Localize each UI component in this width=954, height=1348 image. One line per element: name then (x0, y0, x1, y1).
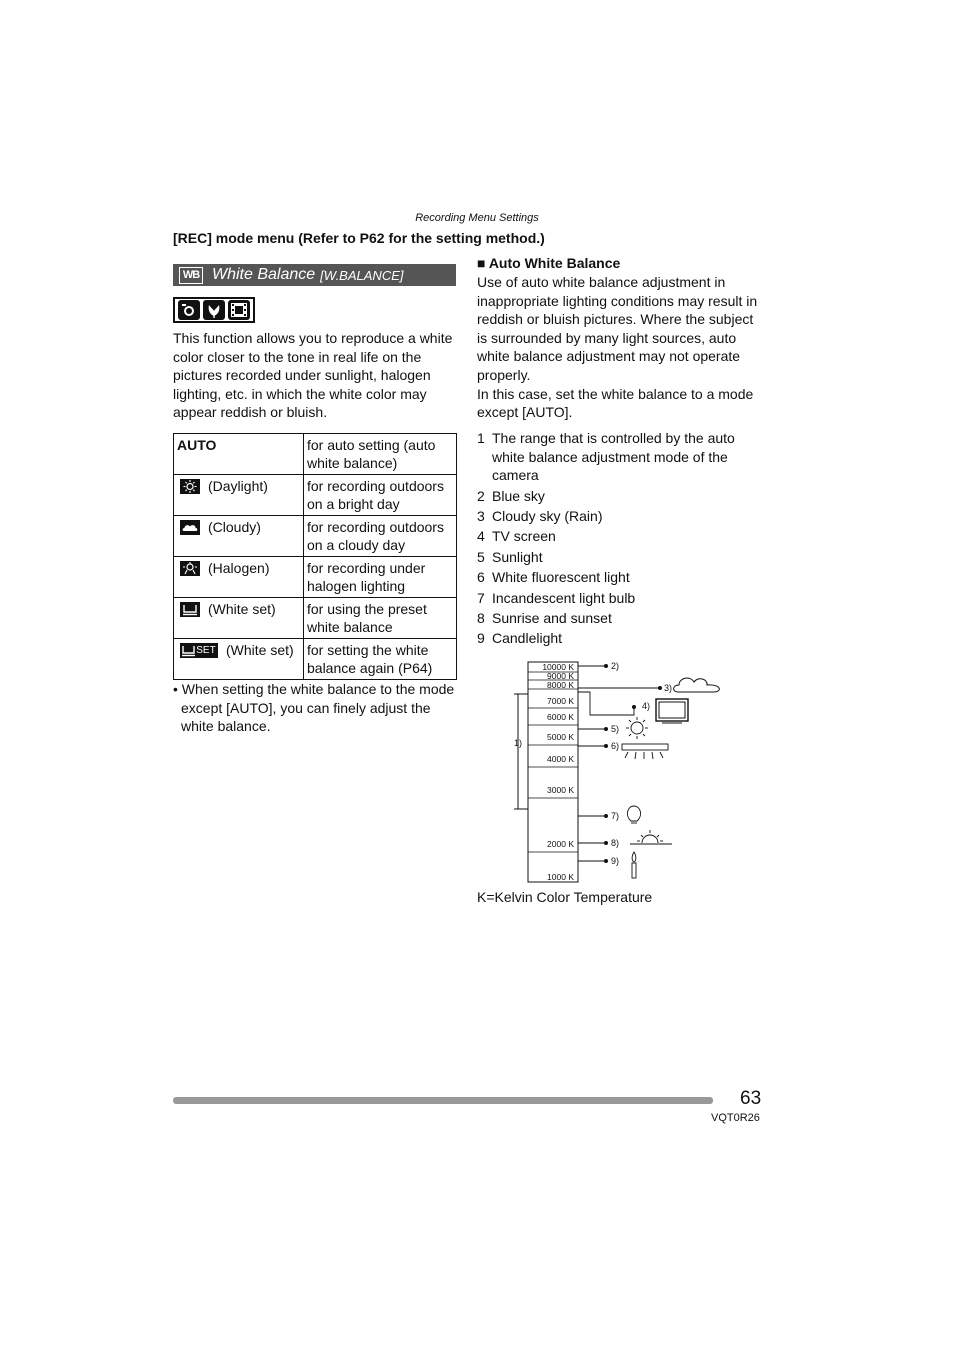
scale-label: 3000 K (547, 785, 574, 795)
legend-number: 8 (477, 609, 485, 626)
scale-column (528, 662, 578, 882)
marker-label: 4) (642, 701, 651, 711)
table-row (174, 639, 457, 680)
auto-white-balance-heading: ■ Auto White Balance (477, 255, 621, 271)
cloud-icon (180, 520, 200, 535)
mode-label: (Cloudy) (208, 519, 261, 535)
scale-label: 9000 K (547, 671, 574, 681)
running-header: Recording Menu Settings (415, 212, 539, 224)
legend-item (477, 527, 767, 546)
legend-number: 7 (477, 589, 485, 606)
range-label: 1) (514, 738, 523, 748)
mode-label: AUTO (177, 437, 217, 453)
legend-number: 4 (477, 528, 485, 545)
mode-label: (White set) (226, 642, 294, 658)
marker-label: 3) (664, 683, 673, 693)
mode-label: (White set) (208, 601, 276, 617)
legend-item (477, 507, 767, 526)
legend-item (477, 609, 767, 628)
section-title-bar (173, 264, 456, 286)
table-row (174, 475, 457, 516)
halogen-icon (180, 561, 200, 576)
set-icon-text: SET (196, 645, 216, 656)
sunset-icon (630, 830, 672, 844)
color-temperature-diagram (510, 656, 730, 886)
marker-dot (632, 705, 636, 709)
legend-item (477, 548, 767, 567)
leader-line (578, 692, 634, 715)
table-cell: for setting the white balance again (P64) (304, 639, 457, 680)
white-set-icon (180, 602, 200, 617)
legend-text: Sunlight (492, 548, 543, 565)
legend-item (477, 629, 767, 648)
legend-number: 3 (477, 507, 485, 524)
marker-label: 8) (611, 838, 620, 848)
fluorescent-light-icon (622, 744, 668, 759)
sun-icon (180, 479, 200, 494)
table-cell (174, 516, 304, 557)
footer-bar (173, 1097, 713, 1104)
marker-label: 9) (611, 856, 620, 866)
table-cell (174, 598, 304, 639)
table-row (174, 434, 457, 475)
light-bulb-icon (627, 806, 640, 823)
legend-text: TV screen (492, 528, 556, 545)
tv-icon (656, 699, 688, 723)
table-cell: for recording outdoors on a bright day (304, 475, 457, 516)
auto-range-bracket (514, 694, 528, 809)
marker-dot (604, 727, 608, 731)
scale-label: 4000 K (547, 754, 574, 764)
marker-dot (604, 841, 608, 845)
applicable-modes (173, 297, 255, 323)
scale-label: 8000 K (547, 680, 574, 690)
table-row (174, 598, 457, 639)
intro-paragraph: This function allows you to reproduce a white color closer to the tone in real life on the pictures recorded under sunlight, halogen lighting, etc. in which the white color may appear reddish or bluish. (173, 330, 453, 421)
legend-number: 1 (477, 430, 485, 446)
scale-label: 5000 K (547, 732, 574, 742)
document-code: VQT0R26 (711, 1112, 760, 1124)
section-title: White Balance (212, 266, 316, 283)
marker-dot (658, 686, 662, 690)
legend-number: 6 (477, 569, 485, 586)
marker-label: 5) (611, 724, 620, 734)
legend-item (477, 589, 767, 608)
cloud-icon (674, 678, 720, 692)
legend-item (477, 429, 767, 485)
marker-label: 7) (611, 811, 620, 821)
legend-text: Sunrise and sunset (492, 609, 612, 626)
legend-number: 2 (477, 487, 485, 504)
legend-item (477, 487, 767, 506)
marker-dot (604, 744, 608, 748)
legend-text: Candlelight (492, 630, 563, 647)
marker-dot (604, 859, 608, 863)
menu-reference: [REC] mode menu (Refer to P62 for the setting method.) (173, 230, 545, 246)
mode-label: (Daylight) (208, 478, 268, 494)
candle-icon (632, 852, 636, 878)
white-set-set-icon (180, 643, 218, 658)
legend-text: Blue sky (492, 487, 545, 504)
table-cell (174, 639, 304, 680)
auto-white-balance-body (477, 273, 762, 422)
table-cell: for auto setting (auto white balance) (304, 434, 457, 475)
legend-number: 9 (477, 630, 485, 647)
marker-dot (604, 814, 608, 818)
table-row (174, 516, 457, 557)
legend-item (477, 568, 767, 587)
scale-label: 6000 K (547, 712, 574, 722)
scale-label: 1000 K (547, 872, 574, 882)
table-cell: for using the preset white balance (304, 598, 457, 639)
table-cell: for recording under halogen lighting (304, 557, 457, 598)
legend-text: Cloudy sky (Rain) (492, 507, 603, 524)
camera-mode-icon (178, 300, 200, 320)
table-row (174, 557, 457, 598)
diagram-legend (477, 429, 767, 650)
legend-number: 5 (477, 548, 485, 565)
movie-mode-icon (228, 300, 250, 320)
scale-label: 10000 K (542, 662, 574, 672)
marker-dot (604, 664, 608, 668)
section-subtitle: [W.BALANCE] (320, 267, 404, 283)
bullet-note (173, 680, 458, 736)
awb-paragraph-2: In this case, set the white balance to a mode except [AUTO]. (477, 385, 754, 421)
legend-text: Incandescent light bulb (492, 589, 636, 606)
sun-icon (626, 717, 648, 739)
table-cell (174, 557, 304, 598)
white-balance-table (173, 433, 457, 680)
macro-mode-icon (203, 300, 225, 320)
marker-label: 2) (611, 661, 620, 671)
awb-paragraph-1: Use of auto white balance adjustment in inappropriate lighting conditions may result in reddish or bluish pictures. Where the subject is surrounded by many light sources, auto white balance adjustment may not operate properly. (477, 274, 758, 383)
legend-text: White fluorescent light (492, 569, 630, 586)
kelvin-note: K=Kelvin Color Temperature (477, 889, 653, 905)
white-balance-icon: WB (179, 267, 203, 284)
note-text: • When setting the white balance to the mode except [AUTO], you can finely adjust the white balance. (173, 681, 455, 735)
table-cell (174, 434, 304, 475)
scale-label: 2000 K (547, 839, 574, 849)
scale-label: 7000 K (547, 696, 574, 706)
mode-label: (Halogen) (208, 560, 270, 576)
table-cell (174, 475, 304, 516)
page-number: 63 (740, 1088, 762, 1109)
marker-label: 6) (611, 741, 620, 751)
legend-text: The range that is controlled by the auto white balance adjustment mode of the camera (492, 430, 735, 484)
table-cell: for recording outdoors on a cloudy day (304, 516, 457, 557)
